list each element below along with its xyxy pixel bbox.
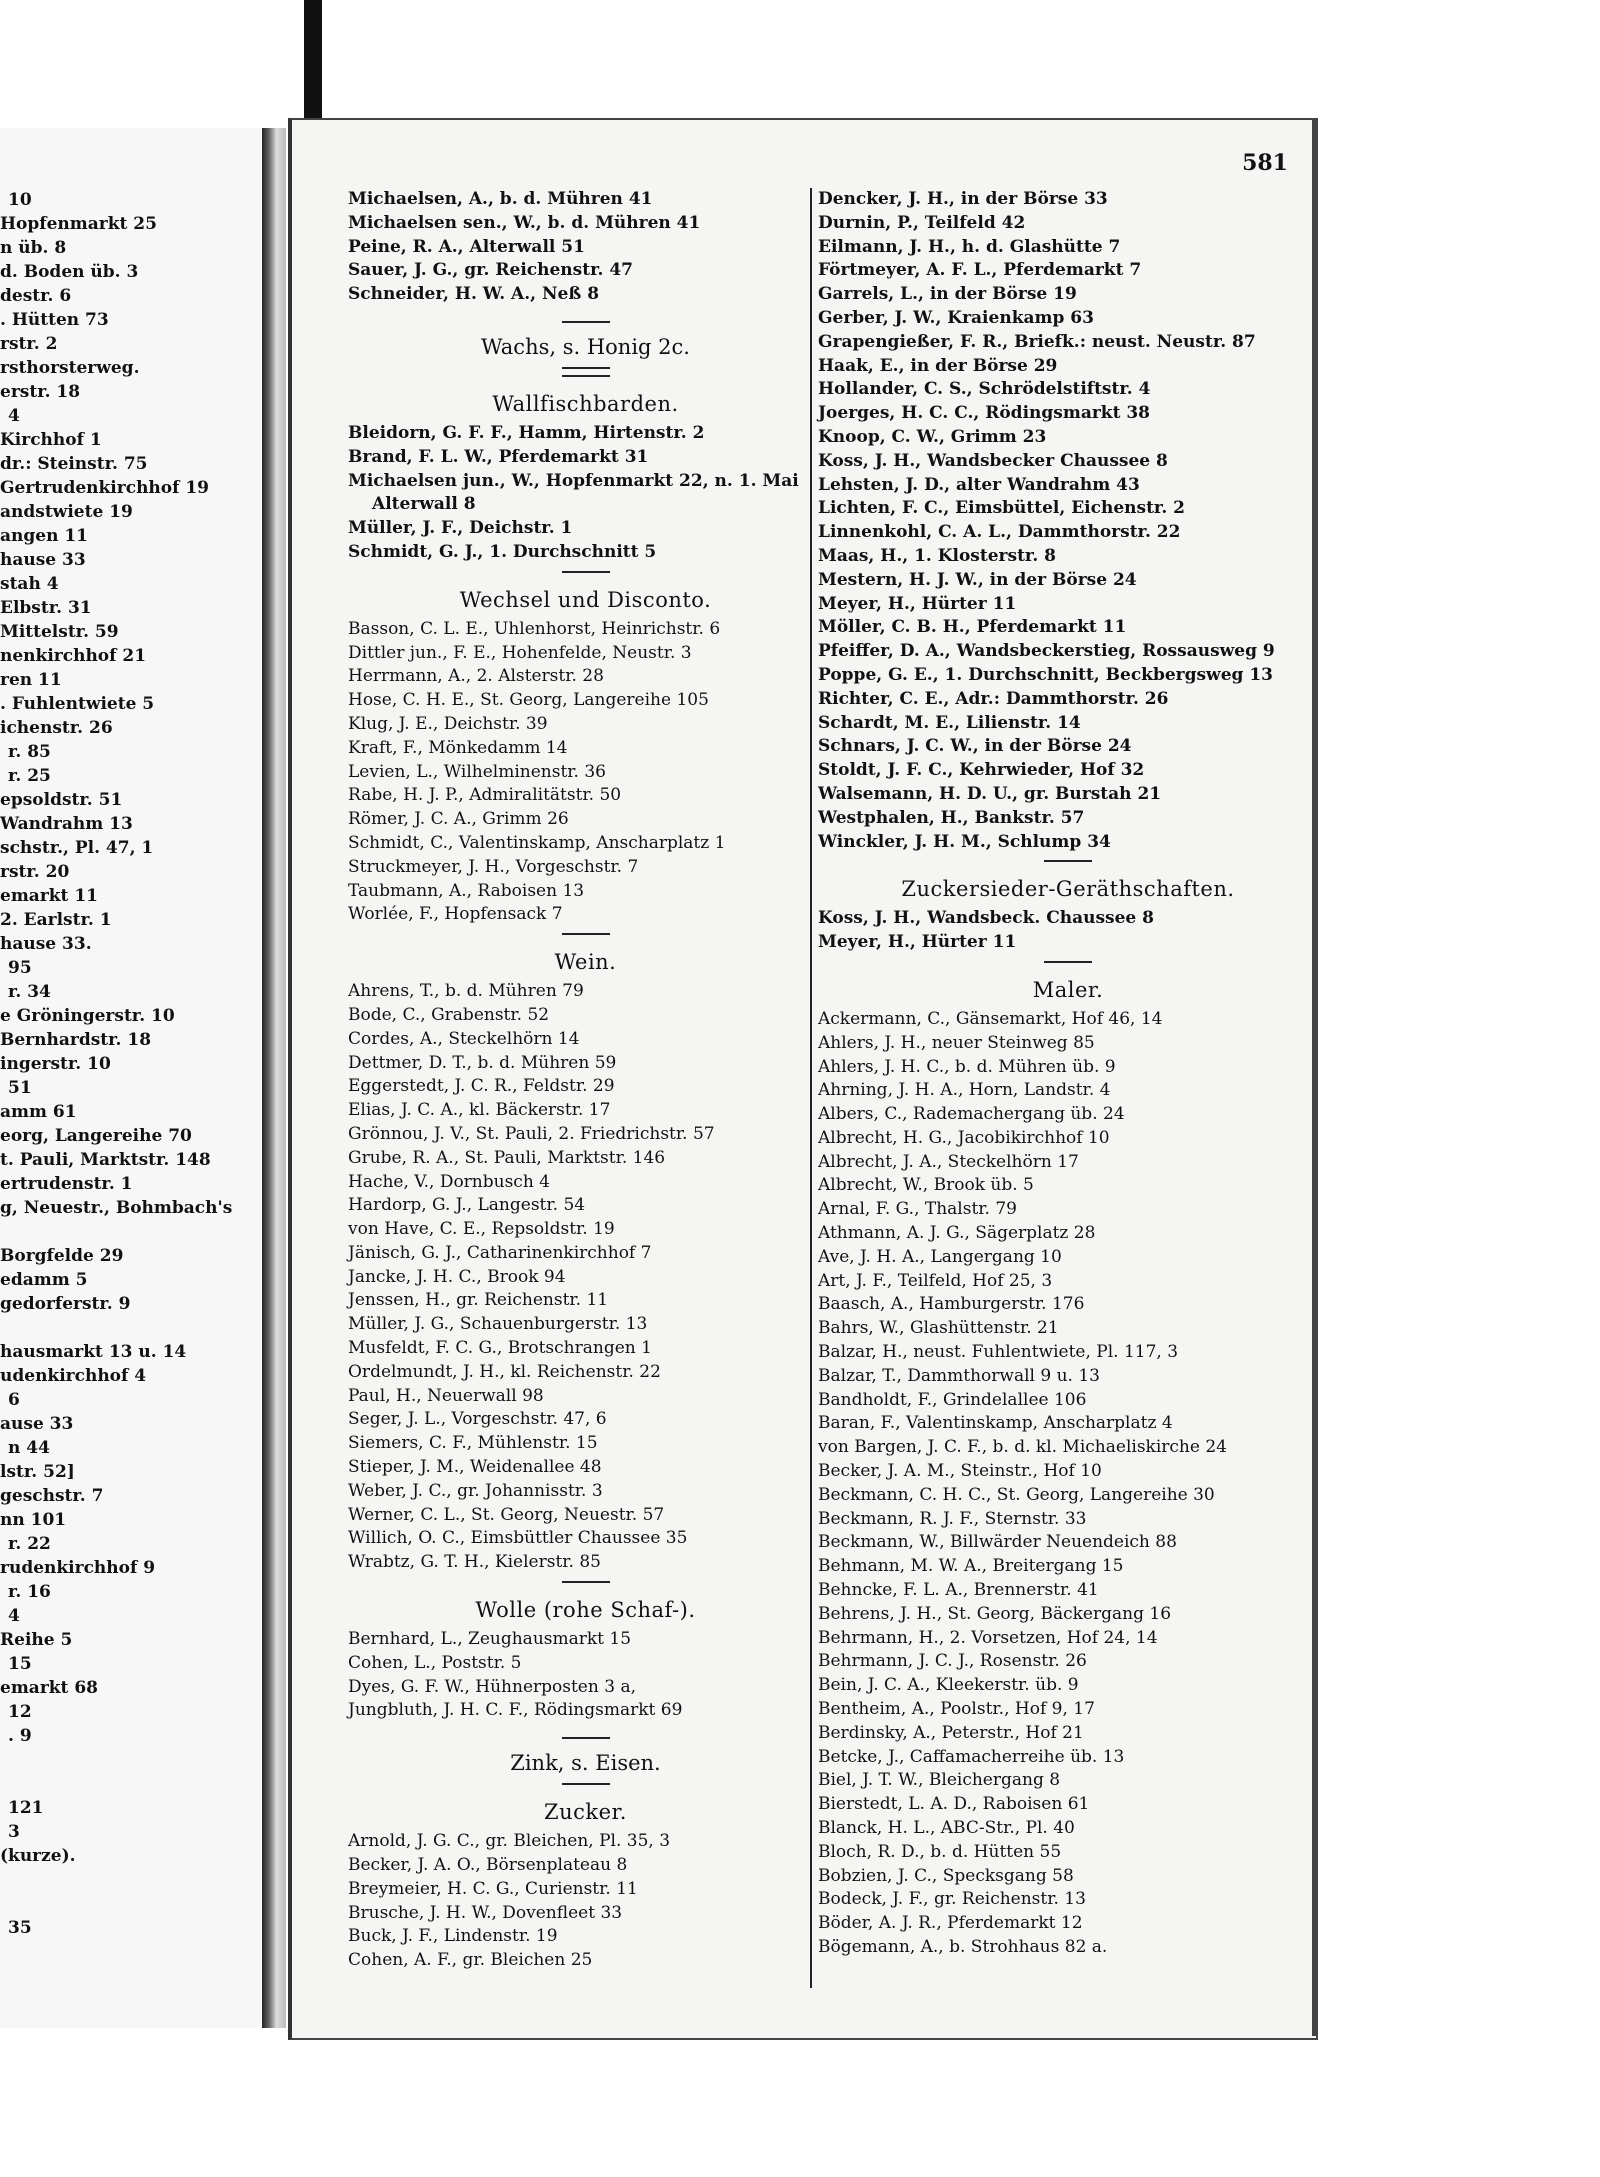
directory-entry: Jancke, J. H. C., Brook 94 [348,1266,566,1287]
left-page-line: ichenstr. 26 [0,718,113,738]
directory-entry: Jenssen, H., gr. Reichenstr. 11 [348,1290,609,1311]
directory-entry: Cohen, A. F., gr. Bleichen 25 [348,1950,593,1971]
directory-entry: Weber, J. C., gr. Johannisstr. 3 [348,1480,603,1501]
directory-entry: Hose, C. H. E., St. Georg, Langereihe 105 [348,690,709,711]
left-page-line: erstr. 18 [0,382,81,402]
directory-entry: Kraft, F., Mönkedamm 14 [348,737,568,758]
left-page-line: epsoldstr. 51 [0,790,123,810]
left-page-line: amm 61 [0,1102,77,1122]
left-page-line: 12 [8,1702,32,1722]
divider [562,571,610,573]
divider [562,1783,610,1785]
directory-entry: Musfeldt, F. C. G., Brotschrangen 1 [348,1338,652,1359]
directory-entry: Ahrens, T., b. d. Mühren 79 [348,981,584,1002]
left-page-line: d. Boden üb. 3 [0,262,139,282]
left-page-line: ingerstr. 10 [0,1054,111,1074]
left-page-line: angen 11 [0,526,89,546]
directory-entry: Herrmann, A., 2. Alsterstr. 28 [348,666,604,687]
left-page-line: emarkt 11 [0,886,98,906]
section-heading: Wechsel und Disconto. [459,587,712,612]
left-page-line: r. 85 [8,742,51,762]
section-heading-zucker: Zucker. [544,1800,627,1825]
directory-entry: Gerber, J. W., Kraienkamp 63 [818,307,1094,328]
directory-entry: Albrecht, J. A., Steckelhörn 17 [818,1151,1079,1172]
left-page-line: Borgfelde 29 [0,1246,124,1266]
directory-entry: Michaelsen jun., W., Hopfenmarkt 22, n. 1. Mai [348,470,799,491]
directory-entry: Seger, J. L., Vorgeschstr. 47, 6 [348,1409,607,1430]
section-heading: Wolle (rohe Schaf-). [475,1598,696,1623]
directory-entry: Eilmann, J. H., h. d. Glashütte 7 [818,236,1121,257]
directory-entry: Werner, C. L., St. Georg, Neuestr. 57 [348,1504,665,1525]
directory-entry: Schardt, M. E., Lilienstr. 14 [818,712,1081,733]
column-left [348,188,823,1973]
directory-entry: Balzar, H., neust. Fuhlentwiete, Pl. 117, 3 [818,1342,1179,1363]
directory-entry: Bodeck, J. F., gr. Reichenstr. 13 [818,1889,1086,1910]
left-page-line: Elbstr. 31 [0,598,92,618]
left-page-line: ren 11 [0,670,62,690]
directory-entry: Peine, R. A., Alterwall 51 [348,236,585,257]
column-right [810,188,1318,1988]
directory-entry: Art, J. F., Teilfeld, Hof 25, 3 [818,1270,1053,1291]
directory-entry: Michaelsen, A., b. d. Mühren 41 [348,189,653,209]
left-page-line: 4 [8,1606,20,1626]
directory-entry: Arnold, J. G. C., gr. Bleichen, Pl. 35, 3 [348,1831,671,1852]
directory-entry: Behrmann, H., 2. Vorsetzen, Hof 24, 14 [818,1627,1158,1648]
directory-entry: Möller, C. B. H., Pferdemarkt 11 [818,617,1127,638]
directory-entry: Joerges, H. C. C., Rödingsmarkt 38 [818,403,1151,424]
directory-entry: Albrecht, W., Brook üb. 5 [818,1175,1034,1196]
top-entries [348,188,823,307]
divider [562,1737,610,1739]
left-page-line: . Hütten 73 [0,310,109,330]
page-edge-shadow [1312,120,1318,2036]
directory-entry: Taubmann, A., Raboisen 13 [348,880,585,901]
left-page-line: n 44 [8,1438,50,1458]
divider [562,933,610,935]
directory-entry: Wrabtz, G. T. H., Kielerstr. 85 [348,1552,601,1573]
left-page-line: rudenkirchhof 9 [0,1558,156,1578]
left-page-line: Mittelstr. 59 [0,622,119,642]
left-page-line: r. 22 [8,1534,51,1554]
directory-entry: Grönnou, J. V., St. Pauli, 2. Friedrichstr. 57 [348,1123,715,1144]
left-page-line: 15 [8,1654,32,1674]
left-page-line: r. 25 [8,766,51,786]
directory-entry: Bode, C., Grabenstr. 52 [348,1004,550,1025]
directory-entry: Stieper, J. M., Weidenallee 48 [348,1457,602,1478]
left-page-line: t. Pauli, Marktstr. 148 [0,1150,211,1170]
directory-entry: Bahrs, W., Glashüttenstr. 21 [818,1318,1059,1339]
divider [1044,961,1092,963]
directory-entry: Linnenkohl, C. A. L., Dammthorstr. 22 [818,522,1181,543]
directory-entry: Cohen, L., Poststr. 5 [348,1652,522,1673]
left-page-line: nn 101 [0,1510,67,1530]
directory-entry: Böder, A. J. R., Pferdemarkt 12 [818,1913,1083,1934]
left-page-line: Wandrahm 13 [0,814,133,834]
section-heading: Wallfischbarden. [492,391,679,416]
left-page-line: 51 [8,1078,32,1098]
directory-entry: Berdinsky, A., Peterstr., Hof 21 [818,1722,1084,1743]
directory-entry: Behmann, M. W. A., Breitergang 15 [818,1556,1124,1577]
sections [348,375,823,1723]
left-page-line: eorg, Langereihe 70 [0,1126,192,1146]
left-page-line: r. 34 [8,982,51,1002]
directory-entry: Baasch, A., Hamburgerstr. 176 [818,1294,1085,1315]
directory-entry: Dencker, J. H., in der Börse 33 [818,189,1108,209]
left-page-line: e Gröningerstr. 10 [0,1006,175,1026]
directory-entry: Ave, J. H. A., Langergang 10 [818,1246,1062,1267]
top-entries [818,188,1318,854]
right-page [288,118,1318,2040]
directory-entry: Schmidt, G. J., 1. Durchschnitt 5 [348,541,657,562]
directory-entry: Ahlers, J. H., neuer Steinweg 85 [818,1032,1095,1053]
left-page-line: hause 33. [0,934,92,954]
left-page-line: gesch​str. 7 [0,1486,104,1506]
left-page-line: dr.: Steinstr. 75 [0,454,148,474]
directory-entry: Elias, J. C. A., kl. Bäckerstr. 17 [348,1100,611,1121]
directory-entry: Müller, J. G., Schauenburgerstr. 13 [348,1314,648,1335]
directory-entry: Bobzien, J. C., Specksgang 58 [818,1865,1074,1886]
directory-entry: Klug, J. E., Deichstr. 39 [348,713,548,734]
left-page-line: 95 [8,958,32,978]
directory-entry: Bandholdt, F., Grindelallee 106 [818,1389,1087,1410]
left-page-line: edamm 5 [0,1270,88,1290]
directory-entry: Eggerstedt, J. C. R., Feldstr. 29 [348,1076,615,1097]
left-page-line: rstr. 20 [0,862,70,882]
directory-entry: Schneider, H. W. A., Neß 8 [348,284,600,305]
directory-entry: Beckmann, R. J. F., Sternstr. 33 [818,1508,1087,1529]
left-page-line: hausmarkt 13 u. 14 [0,1342,187,1362]
left-page-line: nenkirchhof 21 [0,646,147,666]
directory-entry: Poppe, G. E., 1. Durchschnitt, Beckbergsweg 13 [818,664,1273,685]
directory-entry: Becker, J. A. M., Steinstr., Hof 10 [818,1461,1102,1482]
directory-entry: Westphalen, H., Bankstr. 57 [818,807,1085,828]
page-number: 581 [1242,150,1288,176]
directory-entry: Bleidorn, G. F. F., Hamm, Hirtenstr. 2 [348,422,705,443]
divider [562,1581,610,1583]
directory-entry: Siemers, C. F., Mühlenstr. 15 [348,1433,598,1454]
directory-entry: Cordes, A., Steckelhörn 14 [348,1028,580,1049]
left-page-line: ertrudenstr. 1 [0,1174,133,1194]
directory-entry: Richter, C. E., Adr.: Dammthorstr. 26 [818,688,1169,709]
left-page-line: 6 [8,1390,20,1410]
directory-entry: Lichten, F. C., Eimsbüttel, Eichenstr. 2 [818,498,1185,519]
directory-entry: Ordelmundt, J. H., kl. Reichenstr. 22 [348,1361,661,1382]
directory-entry: Winckler, J. H. M., Schlump 34 [818,831,1111,852]
directory-entry: Struckmeyer, J. H., Vorgeschstr. 7 [348,856,639,877]
left-page-line: gedorferstr. 9 [0,1294,131,1314]
left-page-line: . Fuhlentwiete 5 [0,694,155,714]
left-page-line: Kirchhof 1 [0,430,102,450]
directory-entry: Sauer, J. G., gr. Reichenstr. 47 [348,260,633,281]
directory-entry: Baran, F., Valentinskamp, Anscharplatz 4 [818,1413,1173,1434]
left-page-line: 10 [8,190,32,210]
left-page-line: 4 [8,406,20,426]
divider [562,367,610,369]
left-page-line: Gertrudenkirchhof 19 [0,478,210,498]
directory-entry: Knoop, C. W., Grimm 23 [818,426,1047,447]
left-page-line: 121 [8,1798,44,1818]
directory-entry: Pfeiffer, D. A., Wandsbeckerstieg, Rossausweg 9 [818,641,1275,662]
directory-entry: von Have, C. E., Repsoldstr. 19 [348,1219,615,1240]
directory-entry: Jänisch, G. J., Catharinenkirchhof 7 [348,1242,652,1263]
directory-entry: Bentheim, A., Poolstr., Hof 9, 17 [818,1699,1095,1720]
left-page-line: emarkt 68 [0,1678,98,1698]
directory-entry: Levien, L., Wilhelminenstr. 36 [348,761,606,782]
directory-entry: Athmann, A. J. G., Sägerplatz 28 [818,1223,1096,1244]
directory-entry: Brand, F. L. W., Pferdemarkt 31 [348,446,649,467]
directory-entry: Bögemann, A., b. Strohhaus 82 a. [818,1936,1108,1957]
left-page-line: udenkirchhof 4 [0,1366,147,1386]
directory-entry: Behrens, J. H., St. Georg, Bäckergang 16 [818,1603,1172,1624]
left-page-line: destr. 6 [0,286,72,306]
directory-entry: Behrmann, J. C. J., Rosenstr. 26 [818,1651,1087,1672]
directory-entry: Garrels, L., in der Börse 19 [818,284,1077,305]
left-page-line: hause 33 [0,550,86,570]
left-page-line: rsthorsterweg. [0,358,140,378]
directory-entry: Brusche, J. H. W., Dovenfleet 33 [348,1902,623,1923]
divider [1044,860,1092,862]
directory-entry: Maas, H., 1. Klosterstr. 8 [818,545,1056,566]
left-page-line: stah 4 [0,574,59,594]
left-page-line: r. 16 [8,1582,51,1602]
directory-entry: Jungbluth, J. H. C. F., Rödingsmarkt 69 [348,1700,683,1721]
directory-entry: Hache, V., Dornbusch 4 [348,1171,550,1192]
cross-reference-wachs: Wachs, s. Honig 2c. [481,334,690,359]
zucker-entries [348,1830,823,1973]
directory-entry: Becker, J. A. O., Börsenplateau 8 [348,1855,628,1876]
directory-entry: Römer, J. C. A., Grimm 26 [348,809,569,830]
directory-entry: Schmidt, C., Valentinskamp, Anscharplatz 1 [348,832,726,853]
section-heading: Zuckersieder-Geräthschaften. [901,877,1235,902]
left-page-line: Reihe 5 [0,1630,73,1650]
directory-entry: Bein, J. C. A., Kleekerstr. üb. 9 [818,1675,1079,1696]
directory-entry: Koss, J. H., Wandsbeck. Chaussee 8 [818,908,1154,929]
left-page-line: Bernhardstr. 18 [0,1030,152,1050]
directory-entry: Müller, J. F., Deichstr. 1 [348,518,573,539]
divider [562,375,610,377]
directory-entry: Blanck, H. L., ABC-Str., Pl. 40 [818,1818,1075,1838]
left-page-line: . 9 [8,1726,32,1746]
directory-entry: Bernhard, L., Zeughausmarkt 15 [348,1629,632,1650]
directory-entry: Willich, O. C., Eimsbüttler Chaussee 35 [348,1528,688,1549]
directory-entry: Behncke, F. L. A., Brennerstr. 41 [818,1580,1099,1601]
left-page-line: schstr., Pl. 47, 1 [0,838,154,858]
directory-entry: Haak, E., in der Börse 29 [818,355,1058,376]
directory-entry: Hardorp, G. J., Langestr. 54 [348,1195,586,1216]
directory-entry: Michaelsen sen., W., b. d. Mühren 41 [348,212,701,233]
directory-entry: Albers, C., Rademachergang üb. 24 [818,1104,1125,1125]
directory-entry: Grube, R. A., St. Pauli, Marktstr. 146 [348,1147,666,1168]
left-page-line: (kurze). [0,1846,76,1866]
left-page-line: ause 33 [0,1414,74,1434]
section-heading: Wein. [554,950,617,975]
left-page [0,128,265,2028]
left-page-line: 35 [8,1918,32,1938]
directory-entry: Alterwall 8 [372,494,476,515]
directory-entry: Schnars, J. C. W., in der Börse 24 [818,736,1132,757]
directory-entry: Ahrning, J. H. A., Horn, Landstr. 4 [818,1080,1111,1101]
directory-entry: Walsemann, H. D. U., gr. Burstah 21 [818,783,1162,804]
directory-entry: Grapengießer, F. R., Briefk.: neust. Neustr. 87 [818,331,1256,352]
left-page-line: andstwiete 19 [0,502,133,522]
directory-entry: Ackermann, C., Gänsemarkt, Hof 46, 14 [818,1008,1163,1029]
directory-entry: Beckmann, W., Billwärder Neuendeich 88 [818,1532,1177,1553]
divider [562,321,610,323]
directory-entry: Mestern, H. J. W., in der Börse 24 [818,569,1137,590]
directory-entry: Albrecht, H. G., Jacobikirchhof 10 [818,1127,1110,1148]
directory-entry: Bierstedt, L. A. D., Raboisen 61 [818,1794,1090,1815]
directory-entry: von Bargen, J. C. F., b. d. kl. Michaeliskirche 24 [818,1437,1227,1458]
directory-entry: Paul, H., Neuerwall 98 [348,1385,544,1406]
directory-entry: Förtmeyer, A. F. L., Pferdemarkt 7 [818,260,1142,281]
directory-entry: Hollander, C. S., Schrödelstiftstr. 4 [818,379,1151,400]
directory-entry: Durnin, P., Teilfeld 42 [818,212,1026,233]
directory-entry: Lehsten, J. D., alter Wandrahm 43 [818,474,1140,495]
directory-entry: Dittler jun., F. E., Hohenfelde, Neustr. 3 [348,642,692,663]
left-page-line: rstr. 2 [0,334,58,354]
directory-entry: Koss, J. H., Wandsbecker Chaussee 8 [818,450,1168,471]
directory-entry: Biel, J. T. W., Bleichergang 8 [818,1770,1061,1791]
left-page-line: lstr. 52] [0,1462,75,1482]
left-page-line: Hopfenmarkt 25 [0,214,157,234]
sections [818,860,1318,1959]
directory-entry: Stoldt, J. F. C., Kehrwieder, Hof 32 [818,760,1145,781]
left-page-line: 3 [8,1822,20,1842]
directory-entry: Ahlers, J. H. C., b. d. Mühren üb. 9 [818,1056,1116,1077]
directory-entry: Dettmer, D. T., b. d. Mühren 59 [348,1052,617,1073]
left-page-line: g, Neuestr., Bohmbach's [0,1198,233,1218]
left-page-line: 2. Earlstr. 1 [0,910,112,930]
directory-entry: Dyes, G. F. W., Hühnerposten 3 a, [348,1676,636,1697]
directory-entry: Bloch, R. D., b. d. Hütten 55 [818,1841,1062,1862]
left-page-line: n üb. 8 [0,238,67,258]
directory-entry: Basson, C. L. E., Uhlenhorst, Heinrichstr. 6 [348,618,721,639]
directory-entry: Worlée, F., Hopfensack 7 [348,904,563,925]
directory-entry: Betcke, J., Caffamacherreihe üb. 13 [818,1746,1125,1767]
directory-entry: Meyer, H., Hürter 11 [818,932,1017,953]
directory-entry: Arnal, F. G., Thalstr. 79 [818,1199,1017,1220]
directory-entry: Meyer, H., Hürter 11 [818,593,1017,614]
directory-entry: Rabe, H. J. P., Admiralitätstr. 50 [348,785,622,806]
directory-entry: Breymeier, H. C. G., Curienstr. 11 [348,1878,638,1899]
section-heading: Maler. [1032,977,1104,1002]
directory-entry: Balzar, T., Dammthorwall 9 u. 13 [818,1365,1100,1386]
book-spine [262,128,286,2028]
cross-reference-zink: Zink, s. Eisen. [510,1751,661,1776]
directory-entry: Buck, J. F., Lindenstr. 19 [348,1926,558,1947]
directory-entry: Beckmann, C. H. C., St. Georg, Langereihe 30 [818,1484,1215,1505]
